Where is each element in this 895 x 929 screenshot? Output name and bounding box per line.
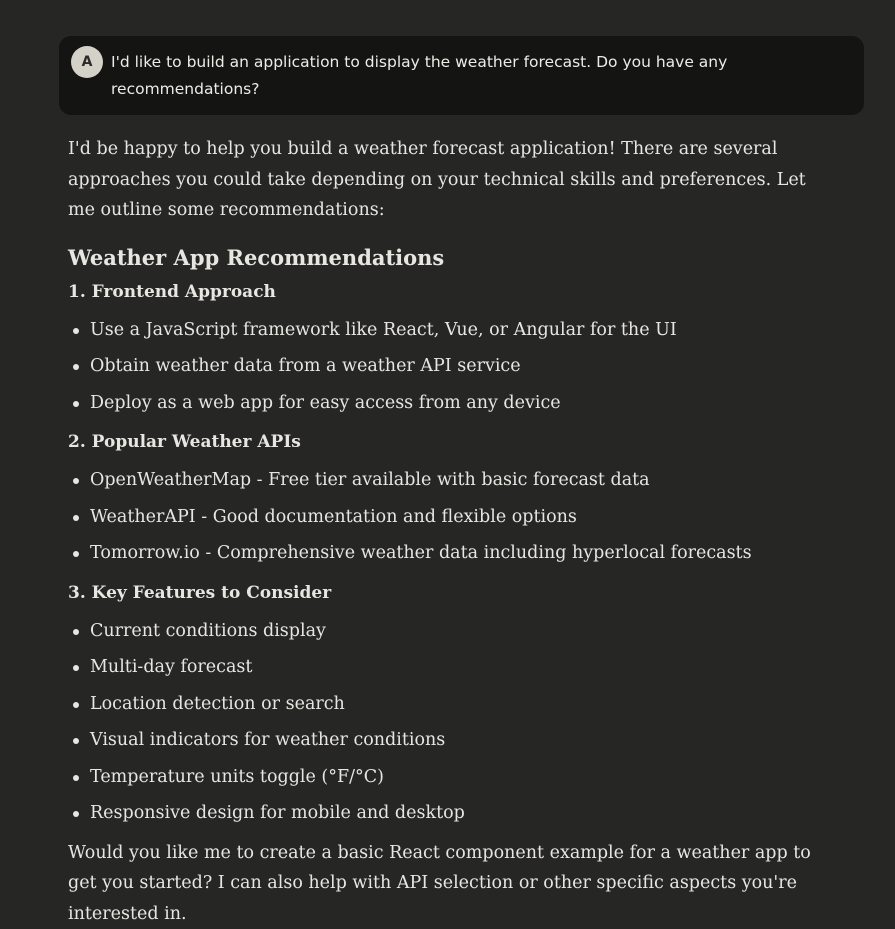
- list-item: Deploy as a web app for easy access from any device: [68, 385, 838, 422]
- bullet-icon: [73, 775, 79, 781]
- user-message-text: I'd like to build an application to display the weather forecast. Do you have any recommendations?: [111, 49, 831, 103]
- bullet-icon: [73, 738, 79, 744]
- list-item: Use a JavaScript framework like React, Vue, or Angular for the UI: [68, 312, 838, 349]
- section-title: 2. Popular Weather APIs: [68, 429, 838, 455]
- bullet-icon: [73, 811, 79, 817]
- user-message: [59, 36, 864, 115]
- section-title: 3. Key Features to Consider: [68, 580, 838, 606]
- bullet-icon: [73, 515, 79, 521]
- bullet-icon: [73, 702, 79, 708]
- bullet-icon: [73, 478, 79, 484]
- reply-intro: I'd be happy to help you build a weather forecast application! There are several approaches you could take depending on your technical skills and preferences. Let me outline some recommendations:: [68, 134, 838, 226]
- bullet-icon: [73, 401, 79, 407]
- list-item: Obtain weather data from a weather API service: [68, 348, 838, 385]
- list-item: Visual indicators for weather conditions: [68, 722, 838, 759]
- bullet-icon: [73, 629, 79, 635]
- section-list: [68, 312, 838, 422]
- bullet-icon: [73, 364, 79, 370]
- assistant-reply: [68, 134, 838, 929]
- list-item: Temperature units toggle (°F/°C): [68, 759, 838, 796]
- bullet-icon: [73, 328, 79, 334]
- bullet-icon: [73, 665, 79, 671]
- user-avatar: A: [71, 46, 103, 78]
- list-item: WeatherAPI - Good documentation and flexible options: [68, 499, 838, 536]
- list-item: OpenWeatherMap - Free tier available with basic forecast data: [68, 462, 838, 499]
- reply-outro: Would you like me to create a basic React component example for a weather app to get you started? I can also help with API selection or other specific aspects you're interested in.: [68, 838, 838, 929]
- reply-heading: Weather App Recommendations: [68, 244, 838, 272]
- bullet-icon: [73, 551, 79, 557]
- list-item: Location detection or search: [68, 686, 838, 723]
- list-item: Responsive design for mobile and desktop: [68, 795, 838, 832]
- section-list: [68, 613, 838, 832]
- list-item: Current conditions display: [68, 613, 838, 650]
- section-list: [68, 462, 838, 572]
- list-item: Multi-day forecast: [68, 649, 838, 686]
- section-title: 1. Frontend Approach: [68, 279, 838, 305]
- list-item: Tomorrow.io - Comprehensive weather data including hyperlocal forecasts: [68, 535, 838, 572]
